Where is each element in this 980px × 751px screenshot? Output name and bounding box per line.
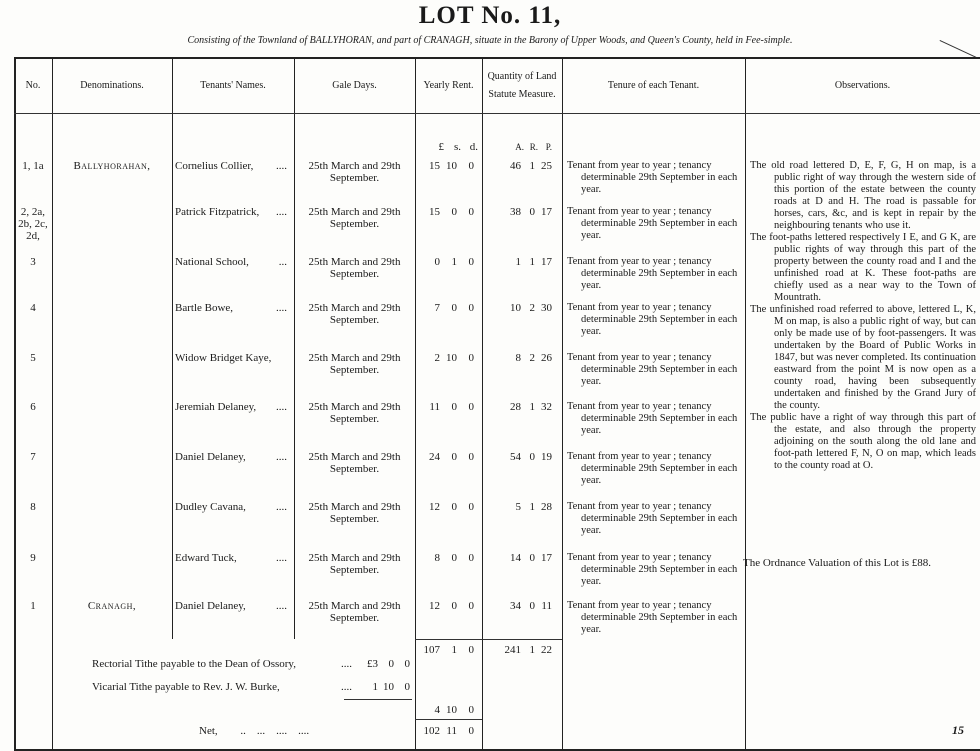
row-land	[484, 352, 552, 364]
land-perches: 25	[541, 160, 552, 172]
rental-table	[14, 57, 980, 751]
land-perches: 17	[541, 552, 552, 564]
row-tenure: Tenant from year to year ; tenancy determinable 29th September in each year.	[567, 352, 738, 387]
land-acres: 54	[510, 451, 521, 463]
row-tenure: Tenant from year to year ; tenancy determinable 29th September in each year.	[567, 600, 738, 635]
ordnance-valuation: The Ordnance Valuation of this Lot is £88.	[743, 557, 931, 569]
amount-pence: 0	[404, 681, 410, 693]
tenant-name: Dudley Cavana,	[175, 501, 246, 513]
total-rule	[482, 639, 562, 640]
header-land-line2: Statute Measure.	[488, 89, 556, 100]
header-gale-days: Gale Days.	[332, 80, 377, 91]
rent-shillings: 0	[451, 401, 457, 413]
land-perches: 22	[541, 644, 552, 656]
land-perches: 17	[541, 256, 552, 268]
leader-dots: ....	[276, 451, 287, 463]
row-tenure: Tenant from year to year ; tenancy determinable 29th September in each year.	[567, 256, 738, 291]
land-perches: 11	[541, 600, 552, 612]
row-gale-days	[296, 600, 413, 624]
row-rent	[412, 206, 474, 218]
header-quantity-land	[482, 59, 562, 113]
row-gale-days	[296, 352, 413, 376]
row-rent	[412, 600, 474, 612]
land-roods: 2	[529, 302, 535, 314]
row-land	[484, 206, 552, 218]
tenant-name: Jeremiah Delaney,	[175, 401, 257, 413]
row-gale-days	[296, 256, 413, 280]
row-number: 1, 1a	[22, 160, 44, 172]
land-roods: 1	[529, 160, 535, 172]
tithe-label: Rectorial Tithe payable to the Dean of Ossory,	[92, 658, 296, 670]
rent-shillings: 1	[451, 256, 457, 268]
leader-dots: .. ... .... ....	[240, 725, 310, 737]
net-rule	[415, 719, 482, 720]
row-rent	[412, 401, 474, 413]
rent-pounds: 107	[423, 644, 440, 656]
row-gale-days	[296, 302, 413, 326]
tithe-vicarial	[92, 681, 410, 693]
land-roods: 0	[529, 451, 535, 463]
row-number: 6	[30, 401, 36, 413]
row-tenant	[175, 352, 291, 364]
gale-line: September.	[329, 364, 380, 376]
row-tenant	[175, 600, 291, 612]
land-acres: 38	[510, 206, 521, 218]
gale-line: 25th March and 29th	[308, 451, 401, 463]
leader-dots: ....	[276, 501, 287, 513]
rent-pounds: 12	[429, 501, 440, 513]
gale-line: September.	[329, 564, 380, 576]
rent-pence: 0	[468, 552, 474, 564]
row-rent	[412, 302, 474, 314]
row-gale-days	[296, 401, 413, 425]
column-rule	[52, 59, 53, 749]
land-acres: 28	[510, 401, 521, 413]
rent-pence: 0	[468, 501, 474, 513]
land-roods: 0	[529, 552, 535, 564]
total-rule	[415, 639, 482, 640]
row-land	[484, 552, 552, 564]
amount-pence: 0	[468, 704, 474, 716]
row-number: 3	[30, 256, 36, 268]
unit-perches: P.	[545, 142, 552, 152]
leader-dots: ....	[341, 681, 352, 693]
unit-pence: d.	[469, 141, 478, 153]
header-tenants: Tenants' Names.	[200, 80, 266, 91]
header-yearly-rent: Yearly Rent.	[423, 80, 474, 91]
gale-line: September.	[329, 218, 380, 230]
tenant-name: Daniel Delaney,	[175, 600, 246, 612]
observation-paragraph: The public have a right of way through this part of the estate, and also through the property adjoining on the south along the old lane and foot-path lettered F, N, O on map, which leads to the county road at O.	[750, 412, 976, 471]
land-roods: 1	[529, 401, 535, 413]
gale-line: 25th March and 29th	[308, 401, 401, 413]
amount-shillings: 11	[446, 725, 457, 737]
row-land	[484, 501, 552, 513]
rent-shillings: 10	[446, 160, 457, 172]
row-rent	[412, 256, 474, 268]
rent-shillings: 0	[451, 501, 457, 513]
unit-pounds: £	[438, 141, 444, 153]
rent-shillings: 10	[446, 352, 457, 364]
land-perches: 17	[541, 206, 552, 218]
tenant-name: Daniel Delaney,	[175, 451, 246, 463]
row-tenant	[175, 206, 291, 218]
rent-pounds: 15	[429, 206, 440, 218]
rent-shillings: 0	[451, 600, 457, 612]
net-row	[199, 725, 409, 737]
land-roods: 0	[529, 600, 535, 612]
tithe-amount	[341, 658, 410, 670]
net-amount	[412, 725, 474, 737]
observations-text	[750, 160, 976, 472]
rent-pounds: 15	[429, 160, 440, 172]
row-tenure: Tenant from year to year ; tenancy determinable 29th September in each year.	[567, 206, 738, 241]
tenant-name: Edward Tuck,	[175, 552, 237, 564]
row-gale-days	[296, 206, 413, 230]
leader-dots: ...	[278, 256, 287, 268]
rent-pounds: 24	[429, 451, 440, 463]
amount-pounds: 4	[434, 704, 440, 716]
column-rule	[562, 59, 563, 749]
column-rule	[294, 59, 295, 639]
land-acres: 46	[510, 160, 521, 172]
row-gale-days	[296, 160, 413, 184]
gale-line: September.	[329, 463, 380, 475]
row-rent	[412, 451, 474, 463]
rent-pounds: 8	[434, 552, 440, 564]
row-number: 4	[30, 302, 36, 314]
row-rent	[412, 160, 474, 172]
page-subtitle: Consisting of the Townland of BALLYHORAN, and part of CRANAGH, situate in the Barony of Upper Woods, and Queen's County, held in Fee-simple.	[187, 35, 793, 46]
row-tenant	[175, 160, 291, 172]
rent-pounds: 2	[434, 352, 440, 364]
unit-shillings: s.	[453, 141, 461, 153]
amount-pounds: £3	[367, 658, 378, 670]
land-acres: 10	[510, 302, 521, 314]
header-observations: Observations.	[834, 80, 891, 91]
tenant-name: Widow Bridget Kaye,	[175, 352, 272, 364]
unit-roods: R.	[529, 142, 538, 152]
gale-line: September.	[329, 314, 380, 326]
tithe-label: Vicarial Tithe payable to Rev. J. W. Burke,	[92, 681, 280, 693]
land-perches: 19	[541, 451, 552, 463]
net-label: Net,	[199, 725, 218, 737]
land-acres: 34	[510, 600, 521, 612]
row-tenure: Tenant from year to year ; tenancy determinable 29th September in each year.	[567, 401, 738, 436]
tithe-amount	[341, 681, 410, 693]
row-number: 5	[30, 352, 36, 364]
land-acres: 241	[504, 644, 521, 656]
land-total	[484, 644, 552, 656]
row-gale-days	[296, 501, 413, 525]
land-acres: 14	[510, 552, 521, 564]
rent-pence: 0	[468, 600, 474, 612]
gale-line: September.	[329, 413, 380, 425]
rent-pounds: 0	[434, 256, 440, 268]
unit-acres: A.	[515, 142, 524, 152]
rent-total	[412, 644, 474, 656]
land-roods: 1	[529, 644, 535, 656]
row-tenant	[175, 552, 291, 564]
amount-shillings: 10	[446, 704, 457, 716]
rent-shillings: 0	[451, 302, 457, 314]
land-perches: 30	[541, 302, 552, 314]
leader-dots: ....	[276, 206, 287, 218]
rent-shillings: 0	[451, 451, 457, 463]
amount-shillings: 10	[383, 681, 394, 693]
row-tenure: Tenant from year to year ; tenancy determinable 29th September in each year.	[567, 451, 738, 486]
rent-pence: 0	[468, 256, 474, 268]
land-acres: 1	[515, 256, 521, 268]
amount-pence: 0	[468, 725, 474, 737]
row-denomination: Cranagh,	[87, 600, 137, 612]
land-perches: 32	[541, 401, 552, 413]
rent-pounds: 7	[434, 302, 440, 314]
tenant-name: Cornelius Collier,	[175, 160, 254, 172]
land-roods: 1	[529, 256, 535, 268]
row-land	[484, 600, 552, 612]
row-gale-days	[296, 451, 413, 475]
gale-line: 25th March and 29th	[308, 552, 401, 564]
row-tenure: Tenant from year to year ; tenancy determinable 29th September in each year.	[567, 302, 738, 337]
observation-paragraph: The foot-paths lettered respectively I E, and G K, are public rights of way through this part of the property between the county road and I and the unfinished road at K. These foot-paths are chiefly used as a near way to the Town of Mountrath.	[750, 232, 976, 303]
rent-shillings: 0	[451, 552, 457, 564]
rent-pounds: 11	[429, 401, 440, 413]
tenant-name: National School,	[175, 256, 249, 268]
row-rent	[412, 552, 474, 564]
leader-dots: ....	[276, 401, 287, 413]
tenant-name: Bartle Bowe,	[175, 302, 234, 314]
amount-pounds: 102	[423, 725, 440, 737]
gale-line: September.	[329, 612, 380, 624]
row-tenant	[175, 451, 291, 463]
land-acres: 5	[515, 501, 521, 513]
page-number: 15	[952, 723, 964, 737]
gale-line: 25th March and 29th	[308, 160, 401, 172]
gale-line: 25th March and 29th	[308, 352, 401, 364]
land-roods: 0	[529, 206, 535, 218]
leader-dots: ....	[276, 552, 287, 564]
header-no: No.	[25, 80, 41, 91]
land-roods: 2	[529, 352, 535, 364]
row-land	[484, 302, 552, 314]
row-land	[484, 401, 552, 413]
row-land	[484, 256, 552, 268]
tithe-rectorial	[92, 658, 410, 670]
row-tenant	[175, 501, 291, 513]
leader-dots: ....	[276, 600, 287, 612]
amount-pence: 0	[404, 658, 410, 670]
land-units	[486, 141, 552, 153]
header-rule	[14, 113, 980, 114]
rent-pence: 0	[468, 352, 474, 364]
row-tenure: Tenant from year to year ; tenancy determinable 29th September in each year.	[567, 501, 738, 536]
gale-line: September.	[329, 513, 380, 525]
gale-line: 25th March and 29th	[308, 256, 401, 268]
column-rule	[482, 59, 483, 749]
row-gale-days	[296, 552, 413, 576]
leader-dots: ....	[276, 160, 287, 172]
land-perches: 26	[541, 352, 552, 364]
page-title: LOT No. 11,	[418, 2, 562, 29]
tithe-total	[412, 704, 474, 716]
row-land	[484, 160, 552, 172]
tenant-name: Patrick Fitzpatrick,	[175, 206, 260, 218]
row-number: 7	[30, 451, 36, 463]
header-tenure: Tenure of each Tenant.	[607, 80, 700, 91]
row-land	[484, 451, 552, 463]
tithe-rule	[344, 699, 412, 700]
land-roods: 1	[529, 501, 535, 513]
leader-dots: ....	[276, 302, 287, 314]
rent-pence: 0	[468, 451, 474, 463]
gale-line: 25th March and 29th	[308, 600, 401, 612]
rent-pence: 0	[468, 401, 474, 413]
leader-dots: ....	[341, 658, 352, 670]
observation-paragraph: The old road lettered D, E, F, G, H on map, is a public right of way through the western side of this portion of the estate between the county roads at D and H. The road is passable for horses, cars, &c, and is kept in repair by the neighbouring tenants who use it.	[750, 160, 976, 231]
rent-pounds: 12	[429, 600, 440, 612]
gale-line: 25th March and 29th	[308, 501, 401, 513]
rent-units	[418, 141, 478, 153]
row-tenure: Tenant from year to year ; tenancy determinable 29th September in each year.	[567, 160, 738, 195]
row-number: 9	[30, 552, 36, 564]
land-acres: 8	[515, 352, 521, 364]
gale-line: September.	[329, 172, 380, 184]
row-tenant	[175, 302, 291, 314]
row-number: 2, 2a, 2b, 2c, 2d,	[18, 206, 48, 242]
gale-line: September.	[329, 268, 380, 280]
row-number: 8	[30, 501, 36, 513]
row-number: 1	[30, 600, 36, 612]
rent-pence: 0	[468, 644, 474, 656]
rent-pence: 0	[468, 160, 474, 172]
header-land-line1: Quantity of Land	[487, 71, 557, 82]
rent-shillings: 1	[451, 644, 457, 656]
row-tenant	[175, 401, 291, 413]
rent-shillings: 0	[451, 206, 457, 218]
gale-line: 25th March and 29th	[308, 302, 401, 314]
rent-pence: 0	[468, 206, 474, 218]
row-tenure: Tenant from year to year ; tenancy determinable 29th September in each year.	[567, 552, 738, 587]
rent-pence: 0	[468, 302, 474, 314]
header-denominations: Denominations.	[80, 80, 144, 91]
land-perches: 28	[541, 501, 552, 513]
row-tenant	[175, 256, 291, 268]
amount-pounds: 1	[372, 681, 378, 693]
amount-shillings: 0	[388, 658, 394, 670]
row-rent	[412, 352, 474, 364]
row-rent	[412, 501, 474, 513]
observation-paragraph: The unfinished road referred to above, lettered L, K, M on map, is also a public right of way, but can only be made use of by foot-passengers. It was undertaken by the Board of Public Works in 1847, but was never completed. Its continuation eastward from the point M is now open as a county road, having been subsequently undertaken and finished by the Grand Jury of the county.	[750, 304, 976, 411]
column-rule	[172, 59, 173, 639]
row-denomination: Ballyhorahan,	[73, 160, 151, 172]
gale-line: 25th March and 29th	[308, 206, 401, 218]
